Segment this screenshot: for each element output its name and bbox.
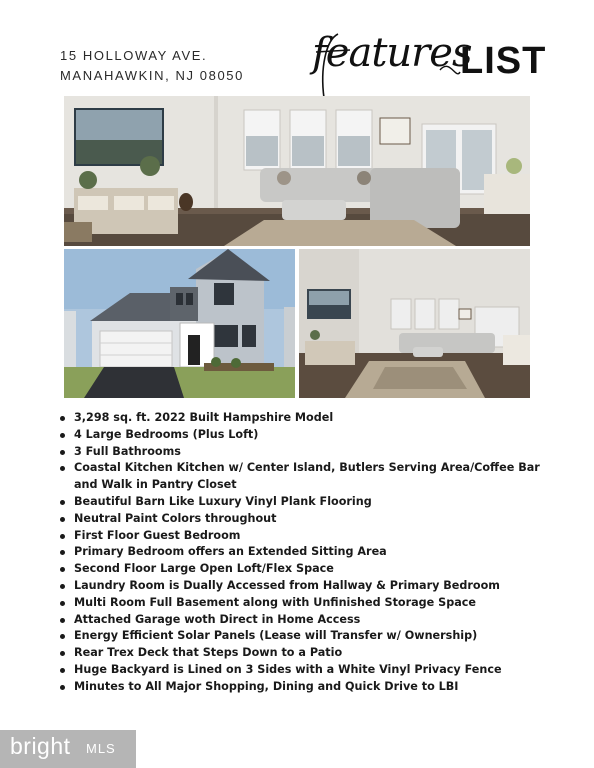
- feature-text: Second Floor Large Open Loft/Flex Space: [74, 562, 334, 576]
- feature-text: 3 Full Bathrooms: [74, 444, 181, 458]
- bullet-icon: [60, 601, 65, 606]
- feature-item: [58, 561, 558, 578]
- bullet-icon: [60, 634, 65, 639]
- bullet-icon: [60, 416, 65, 421]
- bullet-icon: [60, 550, 65, 555]
- address-street: 15 HOLLOWAY AVE.: [60, 48, 208, 63]
- feature-item: [58, 494, 558, 511]
- bullet-icon: [60, 450, 65, 455]
- features-list: [58, 410, 558, 696]
- title-script-word: features: [312, 30, 472, 76]
- feature-item: [58, 595, 558, 612]
- feature-item: [58, 645, 558, 662]
- bullet-icon: [60, 500, 65, 505]
- feature-text: 4 Large Bedrooms (Plus Loft): [74, 427, 259, 441]
- bullet-icon: [60, 651, 65, 656]
- feature-text: Coastal Kitchen Kitchen w/ Center Island, Butlers Serving Area/Coffee Bar and Walk in Pantry Closet: [74, 461, 540, 492]
- feature-text: First Floor Guest Bedroom: [74, 528, 241, 542]
- feature-text: Minutes to All Major Shopping, Dining and Quick Drive to LBI: [74, 679, 459, 693]
- bullet-icon: [60, 517, 65, 522]
- watermark-brand: bright: [10, 733, 71, 759]
- living-room-wide-photo: [299, 249, 530, 398]
- living-room-photo: [64, 96, 530, 246]
- feature-item: [58, 528, 558, 545]
- bullet-icon: [60, 567, 65, 572]
- feature-item: [58, 410, 558, 427]
- feature-item: [58, 628, 558, 645]
- feature-text: Beautiful Barn Like Luxury Vinyl Plank Flooring: [74, 494, 372, 508]
- feature-text: 3,298 sq. ft. 2022 Built Hampshire Model: [74, 411, 334, 424]
- bullet-icon: [60, 433, 65, 438]
- house-exterior-photo: [64, 249, 295, 398]
- address-city-state-zip: MANAHAWKIN, NJ 08050: [60, 68, 244, 83]
- feature-item: [58, 612, 558, 629]
- feature-item: [58, 662, 558, 679]
- bullet-icon: [60, 668, 65, 673]
- feature-item: [58, 460, 558, 494]
- feature-text: Energy Efficient Solar Panels (Lease will Transfer w/ Ownership): [74, 629, 478, 643]
- feature-item: [58, 444, 558, 461]
- feature-item: [58, 578, 558, 595]
- feature-text: Attached Garage woth Direct in Home Access: [74, 612, 361, 626]
- feature-item: [58, 511, 558, 528]
- bullet-icon: [60, 534, 65, 539]
- bullet-icon: [60, 618, 65, 623]
- title-bold-word: LIST: [460, 40, 547, 82]
- feature-text: Neutral Paint Colors throughout: [74, 511, 277, 525]
- feature-text: Multi Room Full Basement along with Unfinished Storage Space: [74, 595, 476, 609]
- feature-item: [58, 544, 558, 561]
- property-address: [60, 46, 244, 86]
- feature-item: [58, 679, 558, 696]
- feature-text: Laundry Room is Dually Accessed from Hallway & Primary Bedroom: [74, 578, 500, 592]
- watermark-mls: MLS: [86, 741, 116, 756]
- feature-text: Rear Trex Deck that Steps Down to a Patio: [74, 646, 343, 660]
- bullet-icon: [60, 685, 65, 690]
- bright-mls-watermark: [0, 730, 136, 768]
- bullet-icon: [60, 466, 65, 471]
- feature-text: Primary Bedroom offers an Extended Sitting Area: [74, 545, 387, 559]
- bullet-icon: [60, 584, 65, 589]
- feature-text: Huge Backyard is Lined on 3 Sides with a White Vinyl Privacy Fence: [74, 662, 502, 676]
- feature-item: [58, 427, 558, 444]
